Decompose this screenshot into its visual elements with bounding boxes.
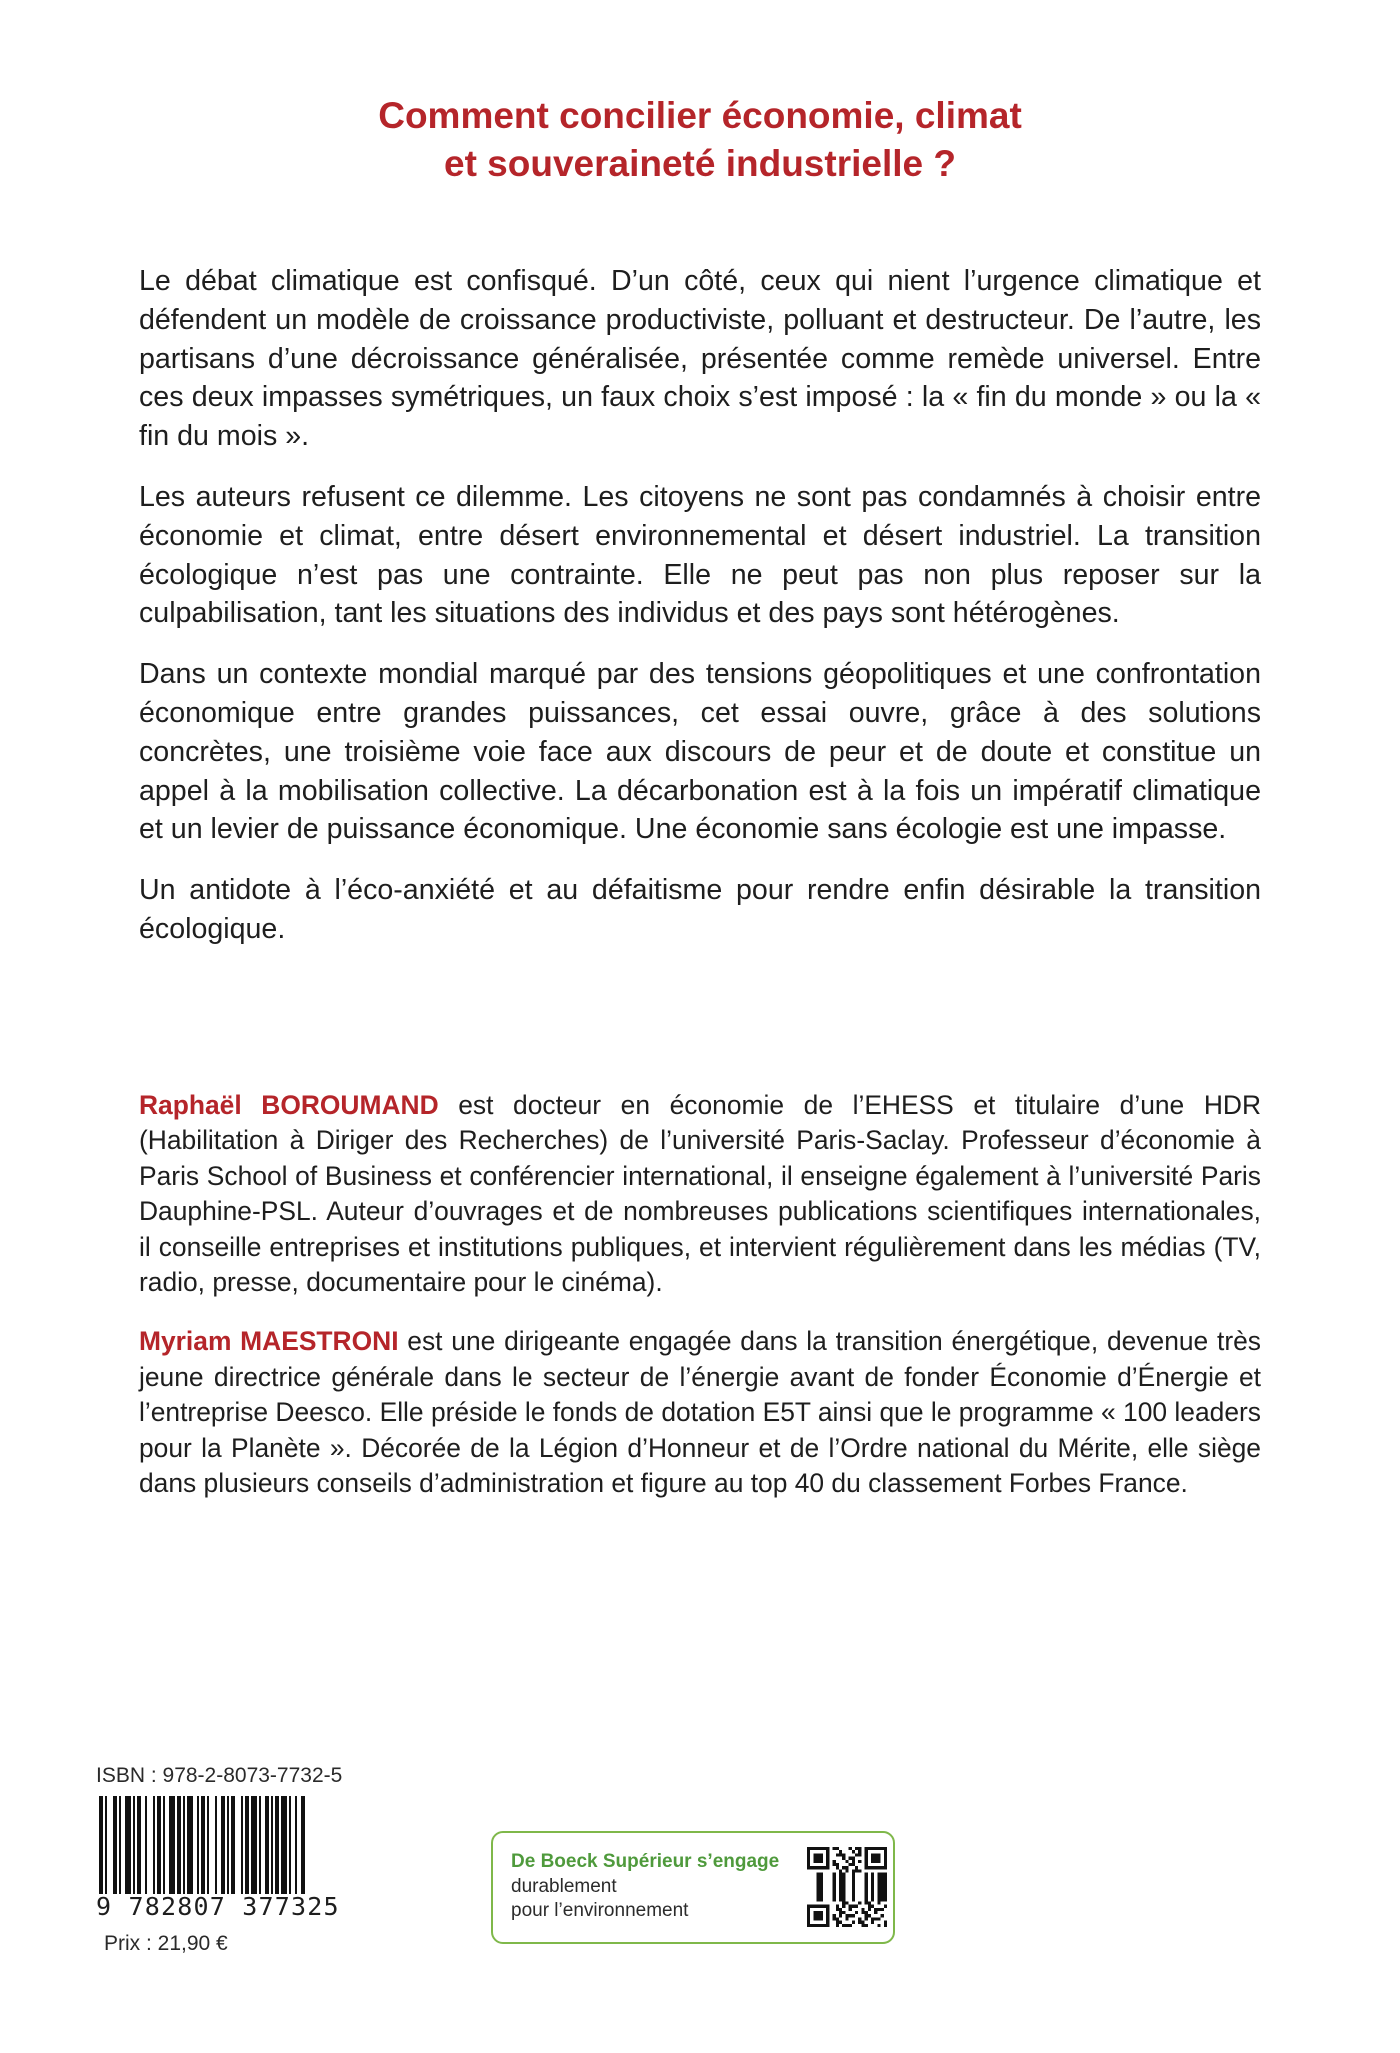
price-label: Prix : 21,90 € xyxy=(104,1932,228,1955)
author-bio-text-2: est une dirigeante engagée dans la transition énergétique, devenue très jeune directrice générale dans le secteur de l’énergie avant de fonder Économie d’Énergie et l’entreprise Deesco. Elle préside le fonds de dotation E5T ainsi que le programme « 100 leaders pour la Planète ». Décorée de la Légion d’Honneur et de l’Ordre national du Mérite, elle siège dans plusieurs conseils d’administration et figure au top 40 du classement Forbes France. xyxy=(139,1326,1261,1499)
book-title xyxy=(250,92,1150,188)
author-name-2: Myriam MAESTRONI xyxy=(139,1326,399,1357)
eco-label-line-2: durablement xyxy=(511,1876,617,1897)
eco-label-heading: De Boeck Supérieur s’engage xyxy=(511,1851,780,1872)
author-bio-text-1: est docteur en économie de l’EHESS et titulaire d’une HDR (Habilitation à Diriger des Recherches) de l’université Paris-Saclay. Professeur d’économie à Paris School of Business et conférencier international, il enseigne également à l’université Paris Dauphine-PSL. Auteur d’ouvrages et de nombreuses publications scientifiques internationales, il conseille entreprises et institutions publiques, et intervient régulièrement dans les médias (TV, radio, presse, documentaire pour le cinéma). xyxy=(139,1090,1261,1298)
isbn-label: ISBN : 978-2-8073-7732-5 xyxy=(96,1764,343,1787)
eco-label-line-3: pour l’environnement xyxy=(511,1900,689,1921)
title-line-1: Comment concilier économie, climat xyxy=(378,95,1022,136)
author-bio-1 xyxy=(139,1088,1261,1300)
author-bio-2 xyxy=(139,1324,1261,1501)
summary-paragraph-3: Dans un contexte mondial marqué par des tensions géopolitiques et une confrontation économique entre grandes puissances, cet essai ouvre, grâce à des solutions concrètes, une troisième voie face aux discours de peur et de doute et constitue un appel à la mobilisation collective. La décarbonation est à la fois un impératif climatique et un levier de puissance économique. Une économie sans écologie est une impasse. xyxy=(139,658,1261,846)
barcode-icon xyxy=(99,1796,361,1894)
title-line-2: et souveraineté industrielle ? xyxy=(444,143,956,184)
author-name-1: Raphaël BOROUMAND xyxy=(139,1090,439,1120)
author-bios xyxy=(139,1088,1261,1525)
barcode-digits: 9 782807 377325 xyxy=(96,1892,340,1921)
qr-code-icon xyxy=(807,1847,887,1927)
summary-text xyxy=(139,262,1261,971)
summary-paragraph-4: Un antidote à l’éco-anxiété et au défaitisme pour rendre enfin désirable la transition écologique. xyxy=(139,874,1261,945)
summary-paragraph-1: Le débat climatique est confisqué. D’un côté, ceux qui nient l’urgence climatique et défendent un modèle de croissance productiviste, polluant et destructeur. De l’autre, les partisans d’une décroissance généralisée, présentée comme remède universel. Entre ces deux impasses symétriques, un faux choix s’est imposé : la « fin du monde » ou la « fin du mois ». xyxy=(139,265,1261,453)
eco-label-box xyxy=(491,1831,895,1944)
summary-paragraph-2: Les auteurs refusent ce dilemme. Les citoyens ne sont pas condamnés à choisir entre économie et climat, entre désert environnemental et désert industriel. La transition écologique n’est pas une contrainte. Elle ne peut pas non plus reposer sur la culpabilisation, tant les situations des individus et des pays sont hétérogènes. xyxy=(139,480,1261,630)
